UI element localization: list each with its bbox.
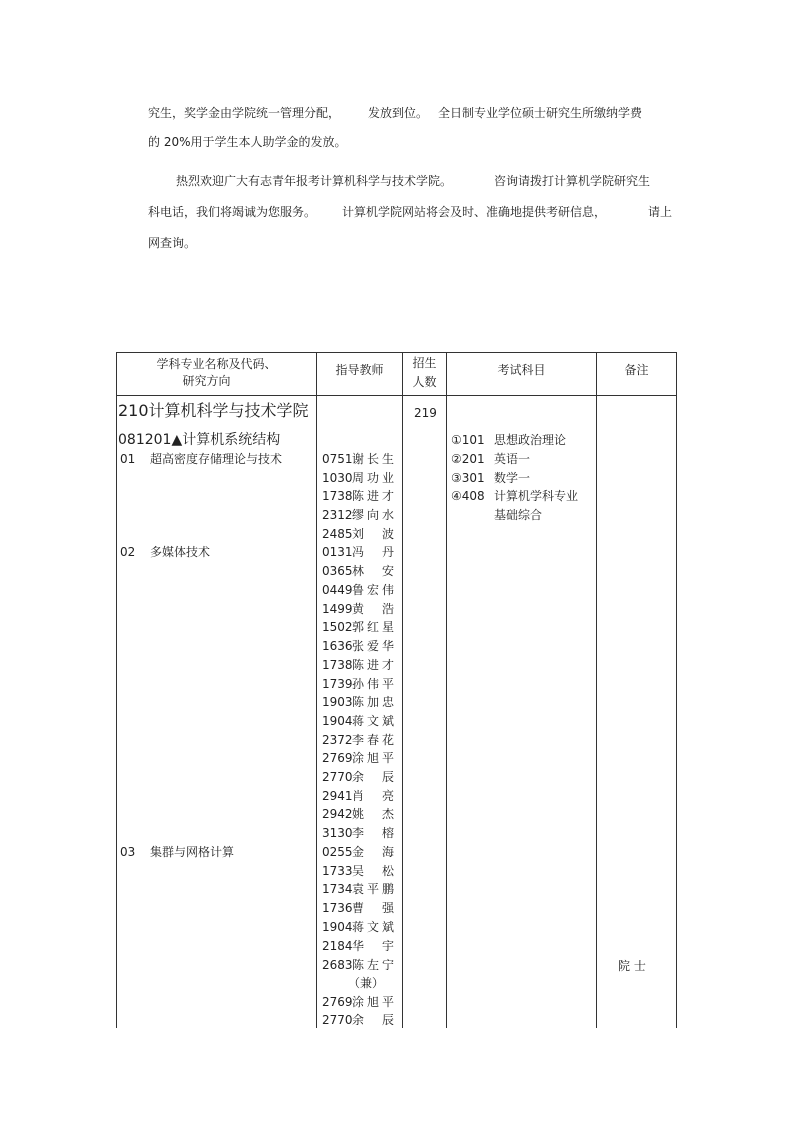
table-col-line bbox=[596, 352, 597, 1028]
advisor-name: 林安 bbox=[352, 564, 394, 578]
advisor-name: 陈进才 bbox=[352, 658, 394, 672]
advisor-row bbox=[322, 452, 394, 466]
advisor-code: 1736 bbox=[322, 901, 353, 915]
exam-code: ②201 bbox=[451, 452, 485, 466]
advisor-name: 李春花 bbox=[352, 733, 394, 747]
advisor-row bbox=[322, 920, 394, 934]
advisor-row bbox=[322, 901, 394, 915]
advisor-name: 陈加忠 bbox=[352, 695, 394, 709]
advisor-code: 2770 bbox=[322, 770, 353, 784]
advisor-row bbox=[322, 751, 394, 765]
advisor-row bbox=[322, 939, 394, 953]
table-col-line bbox=[676, 352, 677, 1028]
advisor-row bbox=[322, 789, 394, 803]
advisor-row bbox=[322, 489, 394, 503]
advisor-name: 缪向水 bbox=[352, 508, 394, 522]
advisor-name: 曹强 bbox=[352, 901, 394, 915]
advisor-row bbox=[322, 583, 394, 597]
advisor-name: 鲁宏伟 bbox=[352, 583, 394, 597]
advisor-row bbox=[322, 826, 394, 840]
advisor-name: 陈左宁 bbox=[352, 958, 394, 972]
advisor-code: 2312 bbox=[322, 508, 353, 522]
college-title: 210计算机科学与技术学院 bbox=[118, 401, 309, 420]
exam-name: 思想政治理论 bbox=[494, 433, 567, 447]
advisor-row bbox=[322, 564, 394, 578]
advisor-code: 1502 bbox=[322, 620, 353, 634]
exam-row bbox=[451, 433, 566, 447]
table-col-line bbox=[402, 352, 403, 1028]
advisor-name: 蒋文斌 bbox=[352, 714, 394, 728]
advisor-code: 2770 bbox=[322, 1013, 353, 1027]
direction-row bbox=[120, 845, 234, 859]
advisor-name: 冯丹 bbox=[352, 545, 394, 559]
advisor-name: 余辰 bbox=[352, 1013, 394, 1027]
advisor-code: 1636 bbox=[322, 639, 353, 653]
advisor-code: 1738 bbox=[322, 658, 353, 672]
header-remark: 备注 bbox=[624, 363, 649, 377]
advisor-row bbox=[322, 658, 394, 672]
advisor-row bbox=[322, 677, 394, 691]
text-segment: 科电话，我们将竭诚为您服务。 bbox=[148, 205, 317, 219]
advisor-name: 华宇 bbox=[352, 939, 394, 953]
advisor-name: 谢长生 bbox=[352, 452, 394, 466]
header-subject-line2: 研究方向 bbox=[182, 374, 231, 388]
advisor-row bbox=[322, 845, 394, 859]
direction-row bbox=[120, 452, 282, 466]
advisor-row bbox=[322, 639, 394, 653]
header-advisor: 指导教师 bbox=[335, 363, 384, 377]
advisor-row bbox=[322, 807, 394, 821]
advisor-name: 吴松 bbox=[352, 864, 394, 878]
advisor-name: 孙伟平 bbox=[352, 677, 394, 691]
advisor-code: 1030 bbox=[322, 471, 353, 485]
table-col-line bbox=[446, 352, 447, 1028]
direction-name: 多媒体技术 bbox=[150, 545, 211, 559]
header-exam: 考试科目 bbox=[497, 363, 546, 377]
advisor-code: 2769 bbox=[322, 751, 353, 765]
advisor-code: 2184 bbox=[322, 939, 353, 953]
advisor-name: 肖亮 bbox=[352, 789, 394, 803]
direction-name: 超高密度存储理论与技术 bbox=[150, 452, 283, 466]
advisor-code: 1739 bbox=[322, 677, 353, 691]
advisor-code: 0449 bbox=[322, 583, 353, 597]
advisor-row bbox=[322, 864, 394, 878]
advisor-name: 涂旭平 bbox=[352, 751, 394, 765]
advisor-code: 2485 bbox=[322, 527, 353, 541]
text-segment: 计算机学院网站将会及时、准确地提供考研信息， bbox=[342, 205, 607, 219]
exam-name: 英语一 bbox=[494, 452, 531, 466]
advisor-row bbox=[322, 471, 394, 485]
advisor-code: 2769 bbox=[322, 995, 353, 1009]
exam-name: 计算机学科专业 bbox=[494, 489, 579, 503]
advisor-name: （兼） bbox=[348, 976, 385, 990]
exam-row bbox=[451, 471, 530, 485]
advisor-row bbox=[322, 714, 394, 728]
advisor-code: 1733 bbox=[322, 864, 353, 878]
advisor-code: 1738 bbox=[322, 489, 353, 503]
text-segment: 热烈欢迎广大有志青年报考计算机科学与技术学院。 bbox=[176, 174, 453, 188]
direction-row bbox=[120, 545, 210, 559]
advisor-code: 1499 bbox=[322, 602, 353, 616]
exam-row bbox=[451, 508, 542, 522]
exam-code: ④408 bbox=[451, 489, 485, 503]
advisor-code: 3130 bbox=[322, 826, 353, 840]
advisor-row bbox=[322, 508, 394, 522]
advisor-code: 2942 bbox=[322, 807, 353, 821]
advisor-row bbox=[322, 958, 394, 972]
advisor-row bbox=[322, 733, 394, 747]
table-header-divider bbox=[116, 395, 677, 396]
exam-name: 数学一 bbox=[494, 471, 531, 485]
text-segment: 网查询。 bbox=[148, 236, 197, 250]
text-segment: 请上 bbox=[648, 205, 673, 219]
advisor-code: 2372 bbox=[322, 733, 353, 747]
advisor-name: 李榕 bbox=[352, 826, 394, 840]
advisor-code: 0751 bbox=[322, 452, 353, 466]
advisor-row bbox=[322, 976, 384, 990]
advisor-name: 黄浩 bbox=[352, 602, 394, 616]
advisor-name: 余辰 bbox=[352, 770, 394, 784]
advisor-row bbox=[322, 1013, 394, 1027]
advisor-row bbox=[322, 770, 394, 784]
exam-code: ③301 bbox=[451, 471, 485, 485]
advisor-code: 0131 bbox=[322, 545, 353, 559]
direction-name: 集群与网格计算 bbox=[150, 845, 235, 859]
table-col-line bbox=[116, 352, 117, 1028]
header-quota-line2: 人数 bbox=[412, 375, 437, 389]
advisor-row bbox=[322, 620, 394, 634]
advisor-row bbox=[322, 695, 394, 709]
advisor-name: 刘波 bbox=[352, 527, 394, 541]
advisor-code: 0365 bbox=[322, 564, 353, 578]
table-col-line bbox=[316, 352, 317, 1028]
advisor-name: 袁平鹏 bbox=[352, 882, 394, 896]
header-subject bbox=[117, 356, 316, 390]
exam-code: ①101 bbox=[451, 433, 485, 447]
advisor-row bbox=[322, 882, 394, 896]
direction-code: 01 bbox=[120, 452, 136, 466]
advisor-name: 蒋文斌 bbox=[352, 920, 394, 934]
advisor-name: 金海 bbox=[352, 845, 394, 859]
advisor-name: 周功业 bbox=[352, 471, 394, 485]
advisor-code: 2941 bbox=[322, 789, 353, 803]
exam-name: 基础综合 bbox=[494, 508, 543, 522]
advisor-name: 涂旭平 bbox=[352, 995, 394, 1009]
header-subject-line1: 学科专业名称及代码、 bbox=[156, 357, 277, 371]
advisor-row bbox=[322, 527, 394, 541]
direction-code: 02 bbox=[120, 545, 136, 559]
text-segment: 发放到位。 bbox=[368, 106, 429, 120]
advisor-code: 1734 bbox=[322, 882, 353, 896]
advisor-code: 2683 bbox=[322, 958, 353, 972]
remark-text: 院 士 bbox=[618, 959, 646, 973]
text-segment: 全日制专业学位硕士研究生所缴纳学费 bbox=[438, 106, 643, 120]
advisor-code: 1903 bbox=[322, 695, 353, 709]
advisor-code: 0255 bbox=[322, 845, 353, 859]
table-border-top bbox=[116, 352, 677, 353]
advisor-code: 1904 bbox=[322, 714, 353, 728]
direction-code: 03 bbox=[120, 845, 136, 859]
college-quota: 219 bbox=[414, 406, 437, 420]
text-segment: 咨询请拨打计算机学院研究生 bbox=[494, 174, 651, 188]
advisor-name: 郭红星 bbox=[352, 620, 394, 634]
advisor-row bbox=[322, 545, 394, 559]
major-title: 081201▲计算机系统结构 bbox=[118, 432, 281, 448]
advisor-name: 张爱华 bbox=[352, 639, 394, 653]
exam-row bbox=[451, 489, 578, 503]
header-quota bbox=[403, 354, 446, 392]
advisor-name: 陈进才 bbox=[352, 489, 394, 503]
advisor-row bbox=[322, 995, 394, 1009]
text-segment: 究生，奖学金由学院统一管理分配， bbox=[148, 106, 341, 120]
advisor-code: 1904 bbox=[322, 920, 353, 934]
advisor-name: 姚杰 bbox=[352, 807, 394, 821]
text-segment: 的 20%用于学生本人助学金的发放。 bbox=[148, 135, 347, 149]
advisor-row bbox=[322, 602, 394, 616]
exam-row bbox=[451, 452, 530, 466]
header-quota-line1: 招生 bbox=[412, 356, 437, 370]
